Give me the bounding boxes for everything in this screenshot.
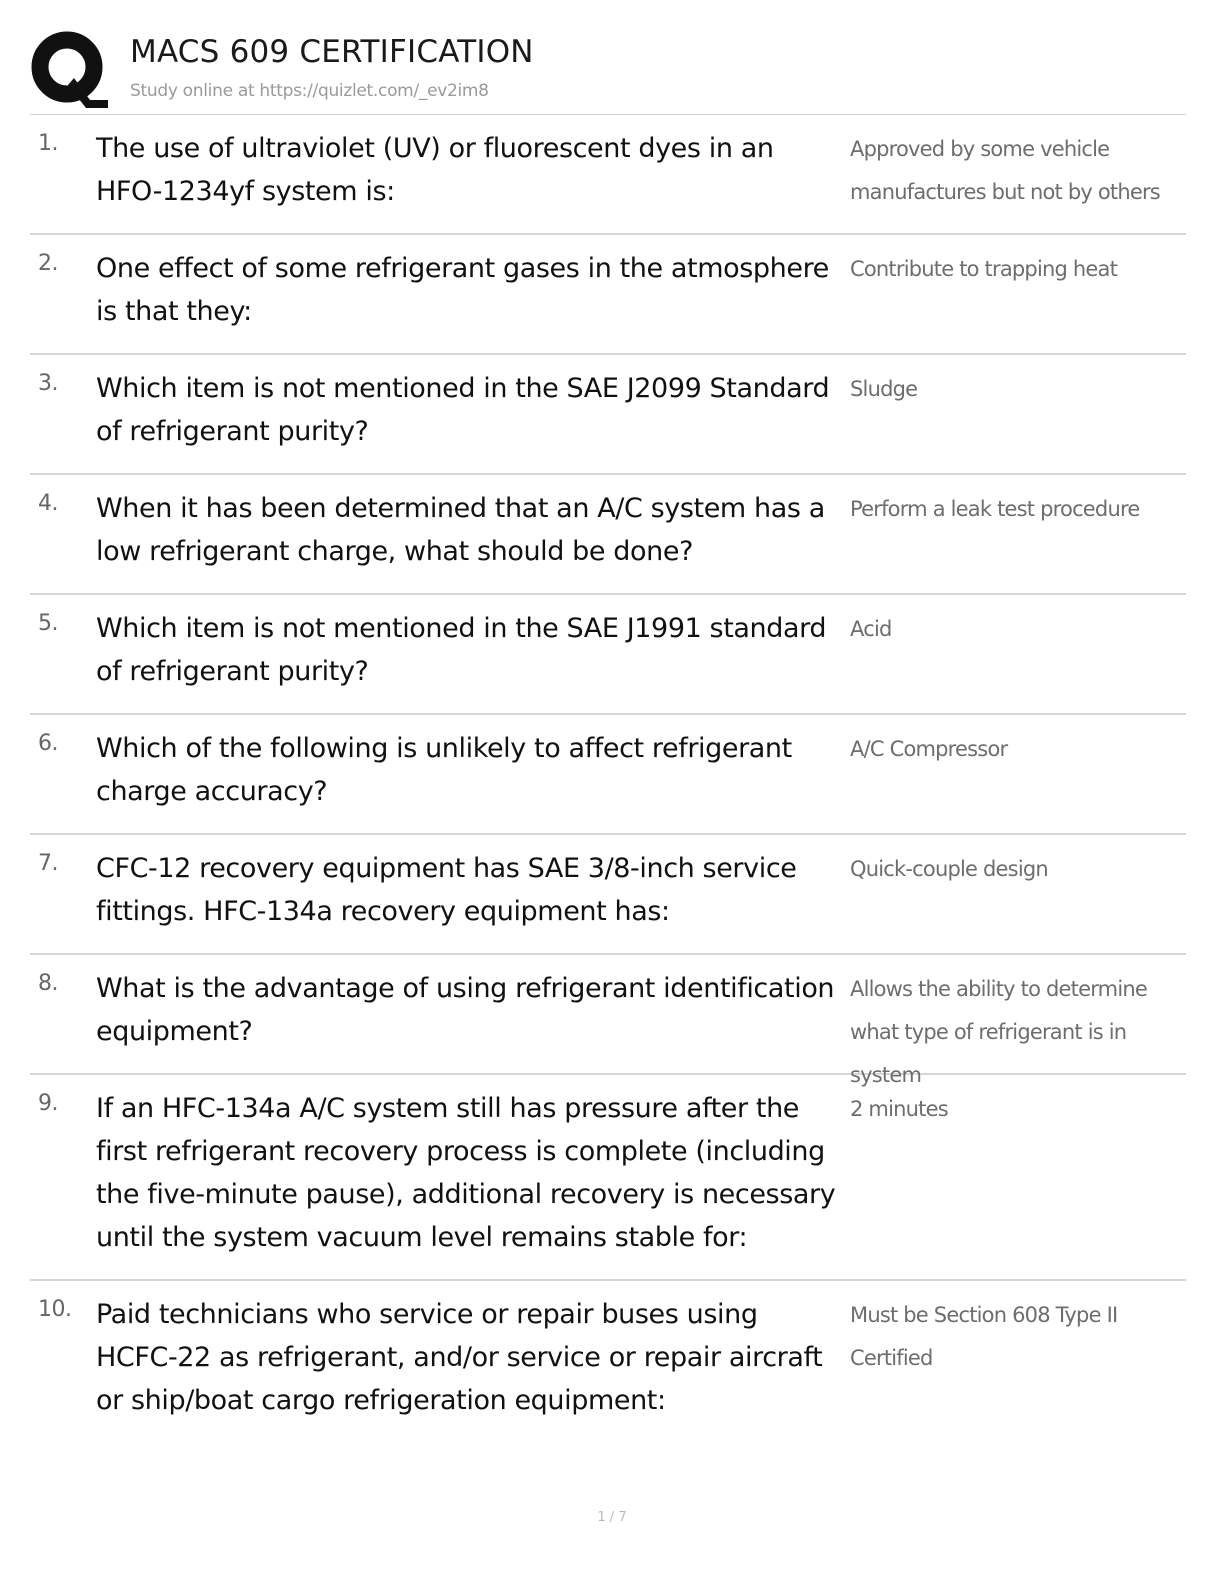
qa-item-4 xyxy=(30,475,1186,595)
question-text: Paid technicians who service or repair buses using HCFC-22 as refrigerant, and/or service or repair aircraft or ship/boat cargo refrigeration equipment: xyxy=(96,1299,823,1416)
question-number: 5. xyxy=(38,611,58,636)
question-text: What is the advantage of using refrigerant identification equipment? xyxy=(96,973,835,1047)
answer-text: Must be Section 608 Type II Certified xyxy=(850,1303,1118,1370)
question-number: 9. xyxy=(38,1091,58,1116)
answer-text: 2 minutes xyxy=(850,1097,948,1121)
answer-text: A/C Compressor xyxy=(850,737,1008,761)
page-number: 1 / 7 xyxy=(597,1510,627,1525)
qa-item-8 xyxy=(30,955,1186,1087)
question-text: Which item is not mentioned in the SAE J1991 standard of refrigerant purity? xyxy=(96,613,827,687)
qa-item-7 xyxy=(30,835,1186,955)
document-title: MACS 609 CERTIFICATION xyxy=(130,34,534,70)
question-text: If an HFC-134a A/C system still has pressure after the first refrigerant recovery process is complete (including the five-minute pause), additional recovery is necessary until the system vacuum level remains stable for: xyxy=(96,1093,836,1253)
answer-text: Sludge xyxy=(850,377,918,401)
quizlet-logo-icon xyxy=(30,30,108,108)
question-text: One effect of some refrigerant gases in the atmosphere is that they: xyxy=(96,253,829,327)
question-text: Which item is not mentioned in the SAE J2099 Standard of refrigerant purity? xyxy=(96,373,830,447)
question-text: The use of ultraviolet (UV) or fluorescent dyes in an HFO-1234yf system is: xyxy=(96,133,774,207)
answer-text: Contribute to trapping heat xyxy=(850,257,1118,281)
qa-item-10 xyxy=(30,1281,1186,1442)
question-number: 2. xyxy=(38,251,58,276)
answer-text: Approved by some vehicle manufactures but not by others xyxy=(850,137,1160,204)
question-number: 7. xyxy=(38,851,58,876)
question-number: 1. xyxy=(38,131,58,156)
answer-text: Acid xyxy=(850,617,892,641)
question-list xyxy=(30,115,1186,1442)
question-number: 10. xyxy=(38,1297,72,1322)
question-number: 6. xyxy=(38,731,58,756)
answer-text: Allows the ability to determine what type of refrigerant is in system xyxy=(850,977,1147,1087)
study-link[interactable]: Study online at https://quizlet.com/_ev2im8 xyxy=(130,81,489,101)
question-number: 8. xyxy=(38,971,58,996)
answer-text: Quick-couple design xyxy=(850,857,1048,881)
question-text: When it has been determined that an A/C system has a low refrigerant charge, what should be done? xyxy=(96,493,825,567)
document-header xyxy=(30,30,1186,114)
qa-item-3 xyxy=(30,355,1186,475)
qa-item-2 xyxy=(30,235,1186,355)
question-number: 4. xyxy=(38,491,58,516)
question-text: Which of the following is unlikely to affect refrigerant charge accuracy? xyxy=(96,733,792,807)
qa-item-9 xyxy=(30,1075,1186,1281)
question-number: 3. xyxy=(38,371,58,396)
qa-item-6 xyxy=(30,715,1186,835)
question-text: CFC-12 recovery equipment has SAE 3/8-inch service fittings. HFC-134a recovery equipment has: xyxy=(96,853,797,927)
qa-item-1 xyxy=(30,115,1186,235)
answer-text: Perform a leak test procedure xyxy=(850,497,1140,521)
qa-item-5 xyxy=(30,595,1186,715)
